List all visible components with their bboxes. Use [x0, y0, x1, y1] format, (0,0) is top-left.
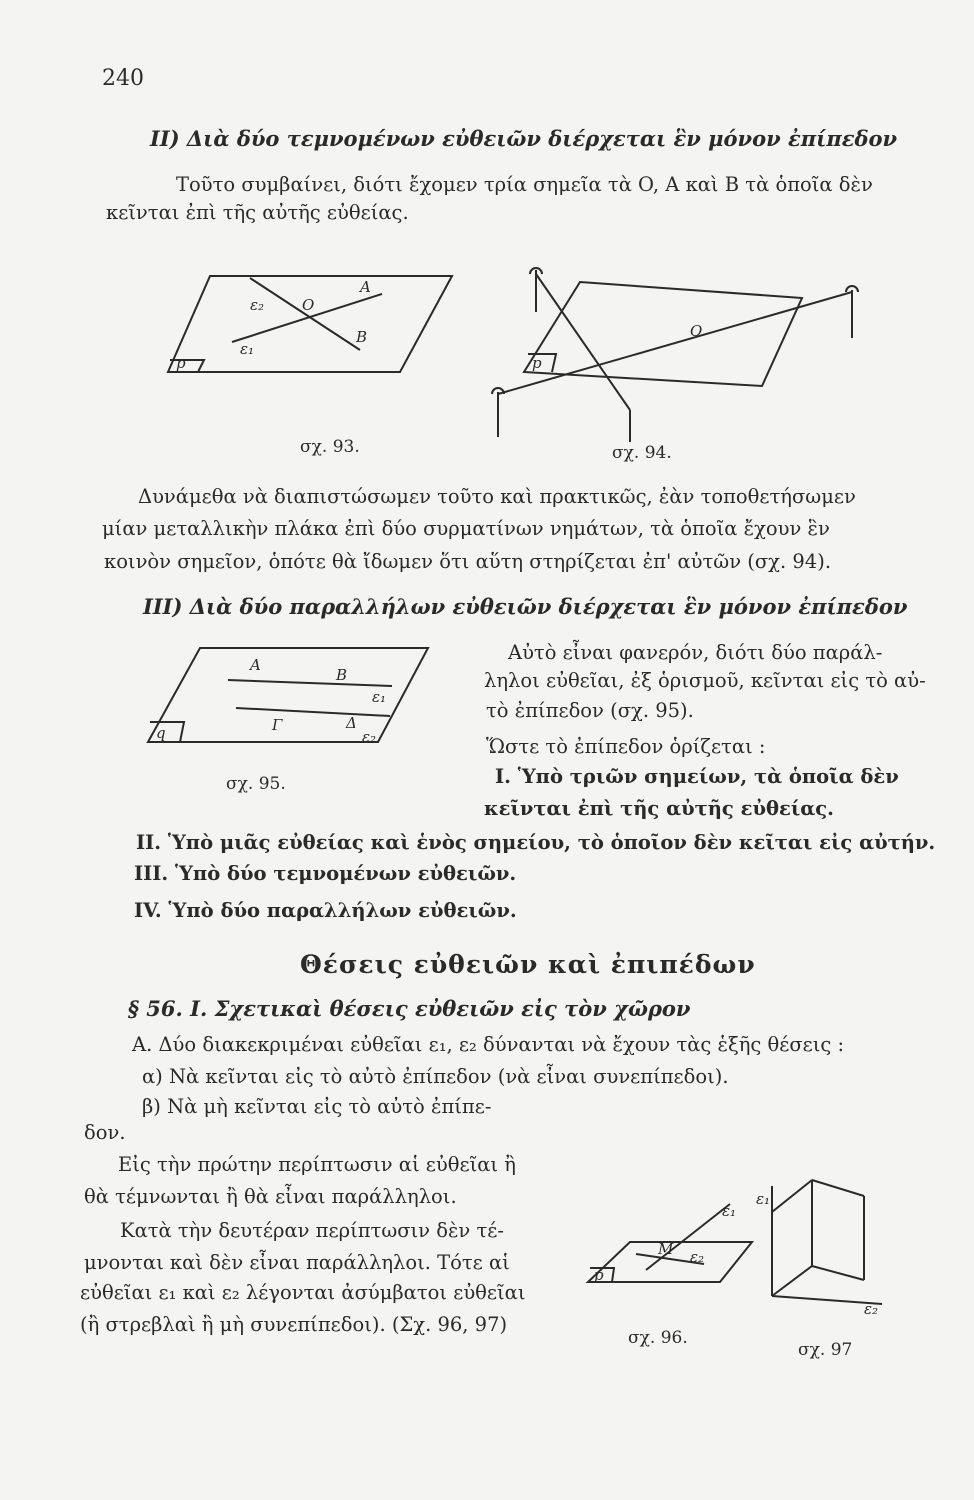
text-line: (ἢ στρεβλαὶ ἢ μὴ συνεπίπεδοι). (Σχ. 96, 97)	[80, 1313, 508, 1336]
text-line: β) Νὰ μὴ κεῖνται εἰς τὸ αὐτὸ ἐπίπε-	[142, 1095, 492, 1118]
label-M: M	[658, 1240, 674, 1258]
text-line: μίαν μεταλλικὴν πλάκα ἐπὶ δύο συρματίνων νημάτων, τὰ ὁποῖα ἔχουν ἓν	[102, 517, 830, 540]
chapter-title: Θέσεις εὐθειῶν καὶ ἐπιπέδων	[300, 950, 756, 979]
text-line: δον.	[84, 1121, 126, 1144]
label-p: p	[176, 354, 186, 372]
text-line: κοινὸν σημεῖον, ὁπότε θὰ ἴδωμεν ὅτι αὕτη στηρίζεται ἐπ' αὐτῶν (σχ. 94).	[104, 550, 832, 573]
label-Delta: Δ	[346, 714, 357, 732]
text-line: α) Νὰ κεῖνται εἰς τὸ αὐτὸ ἐπίπεδον (νὰ εἶναι συνεπίπεδοι).	[142, 1065, 729, 1088]
box-edge	[772, 1180, 812, 1212]
figure-96	[580, 1196, 770, 1306]
figure-97	[752, 1176, 902, 1316]
label-A: A	[360, 278, 371, 296]
text-line: A. Δύο διακεκριμέναι εὐθεῖαι ε₁, ε₂ δύνανται νὰ ἔχουν τὰς ἑξῆς θέσεις :	[132, 1033, 845, 1056]
label-e2: ε₂	[690, 1248, 705, 1266]
box-edge	[812, 1266, 864, 1280]
label-O: O	[690, 322, 703, 340]
section-heading-56: § 56. I. Σχετικαὶ θέσεις εὐθειῶν εἰς τὸν χῶρον	[128, 996, 691, 1021]
text-line: κεῖνται ἐπὶ τῆς αὐτῆς εὐθείας.	[106, 201, 409, 224]
line-e2	[236, 708, 390, 716]
label-e1: ε₁	[372, 688, 387, 706]
label-p: p	[594, 1266, 604, 1284]
caption-96: σχ. 96.	[628, 1328, 688, 1348]
label-Gamma: Γ	[272, 716, 283, 734]
plane-p	[168, 276, 452, 372]
label-e2: ε₂	[864, 1300, 879, 1318]
label-e2: ε₂	[250, 296, 265, 314]
text-line: Ὥστε τὸ ἐπίπεδον ὁρίζεται :	[486, 735, 766, 758]
plate	[524, 282, 802, 386]
list-item-i-cont: κεῖνται ἐπὶ τῆς αὐτῆς εὐθείας.	[484, 797, 834, 820]
text-line: Κατὰ τὴν δευτέραν περίπτωσιν δὲν τέ-	[120, 1219, 504, 1242]
text-line: εὐθεῖαι ε₁ καὶ ε₂ λέγονται ἀσύμβατοι εὐθεῖαι	[80, 1281, 526, 1304]
label-e1: ε₁	[240, 340, 255, 358]
text-line: θὰ τέμνωνται ἢ θὰ εἶναι παράλληλοι.	[84, 1185, 457, 1208]
line-e1	[646, 1204, 730, 1270]
label-B: B	[336, 666, 348, 684]
label-O: O	[302, 296, 315, 314]
list-item-iv: IV. Ὑπὸ δύο παραλλήλων εὐθειῶν.	[134, 899, 517, 922]
text-line: μνονται καὶ δὲν εἶναι παράλληλοι. Τότε αἱ	[84, 1251, 510, 1274]
wire-2	[498, 292, 852, 394]
label-p: p	[532, 354, 542, 372]
label-e1: ε₁	[756, 1190, 771, 1208]
section-heading-ii: II) Διὰ δύο τεμνομένων εὐθειῶν διέρχεται ἓν μόνον ἐπίπεδον	[150, 126, 898, 151]
list-item-ii: II. Ὑπὸ μιᾶς εὐθείας καὶ ἑνὸς σημείου, τὸ ὁποῖον δὲν κεῖται εἰς αὐτήν.	[136, 831, 936, 854]
list-item-i: I. Ὑπὸ τριῶν σημείων, τὰ ὁποῖα δὲν	[495, 765, 899, 788]
line-e1	[228, 680, 392, 686]
list-item-iii: III. Ὑπὸ δύο τεμνομένων εὐθειῶν.	[134, 862, 517, 885]
caption-94: σχ. 94.	[612, 443, 672, 463]
text-line: Αὐτὸ εἶναι φανερόν, διότι δύο παράλ-	[508, 641, 883, 664]
label-q: q	[156, 724, 166, 742]
figure-94	[490, 262, 870, 462]
line-e2	[250, 278, 360, 350]
wire-1	[536, 274, 630, 410]
box-edge	[812, 1180, 864, 1196]
box-edge	[772, 1266, 812, 1296]
figure-93	[160, 268, 460, 448]
label-e1: ε₁	[722, 1202, 737, 1220]
text-line: Εἰς τὴν πρώτην περίπτωσιν αἱ εὐθεῖαι ἢ	[118, 1153, 516, 1176]
figure-95	[140, 640, 440, 760]
text-line: τὸ ἐπίπεδον (σχ. 95).	[486, 699, 694, 722]
text-line: ληλοι εὐθεῖαι, ἐξ ὁρισμοῦ, κεῖνται εἰς τὸ αὐ-	[484, 669, 926, 692]
text-line: Τοῦτο συμβαίνει, διότι ἔχομεν τρία σημεῖα τὰ O, A καὶ B τὰ ὁποῖα δὲν	[176, 173, 873, 196]
label-e2: ε₂	[362, 728, 377, 746]
label-A: A	[250, 656, 261, 674]
caption-95: σχ. 95.	[226, 774, 286, 794]
label-B: B	[356, 328, 368, 346]
caption-93: σχ. 93.	[300, 437, 360, 457]
section-heading-iii: III) Διὰ δύο παραλλήλων εὐθειῶν διέρχεται ἓν μόνον ἐπίπεδον	[143, 594, 908, 619]
page-number: 240	[102, 66, 144, 91]
text-line: Δυνάμεθα νὰ διαπιστώσωμεν τοῦτο καὶ πρακτικῶς, ἐὰν τοποθετήσωμεν	[138, 485, 856, 508]
caption-97: σχ. 97	[798, 1340, 853, 1360]
